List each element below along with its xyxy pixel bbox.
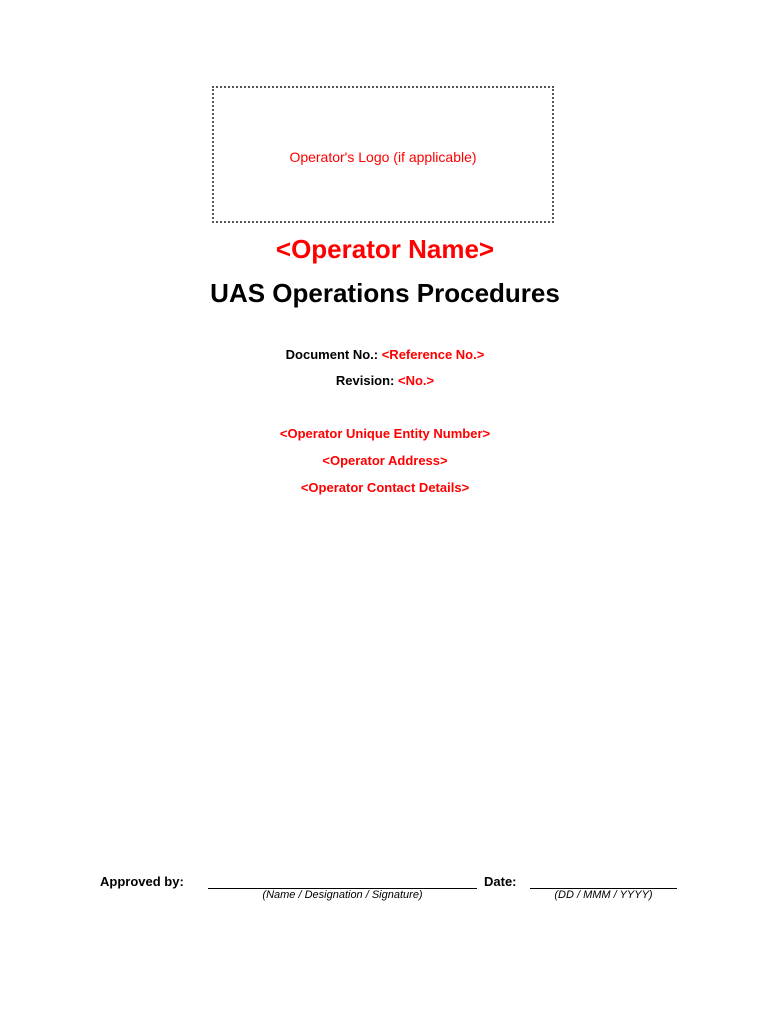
logo-placeholder-text: Operator's Logo (if applicable): [289, 149, 477, 165]
operator-name-heading: <Operator Name>: [275, 234, 495, 264]
operator-contact-details: <Operator Contact Details>: [300, 480, 470, 495]
document-number-label: Document No.:: [285, 347, 382, 362]
signature-caption: (Name / Designation / Signature): [262, 889, 423, 901]
logo-placeholder-box: [212, 86, 554, 223]
document-number-line: [0, 347, 770, 362]
revision-value: <No.>: [398, 373, 435, 388]
approved-by-label: Approved by:: [100, 874, 184, 889]
operator-entity-number: <Operator Unique Entity Number>: [279, 426, 491, 441]
document-title: UAS Operations Procedures: [210, 278, 560, 308]
operator-address: <Operator Address>: [322, 453, 448, 468]
revision-line: [0, 373, 770, 388]
document-number-value: <Reference No.>: [381, 347, 485, 362]
revision-label: Revision:: [335, 373, 398, 388]
date-label: Date:: [484, 874, 517, 889]
date-caption: (DD / MMM / YYYY): [554, 889, 653, 901]
